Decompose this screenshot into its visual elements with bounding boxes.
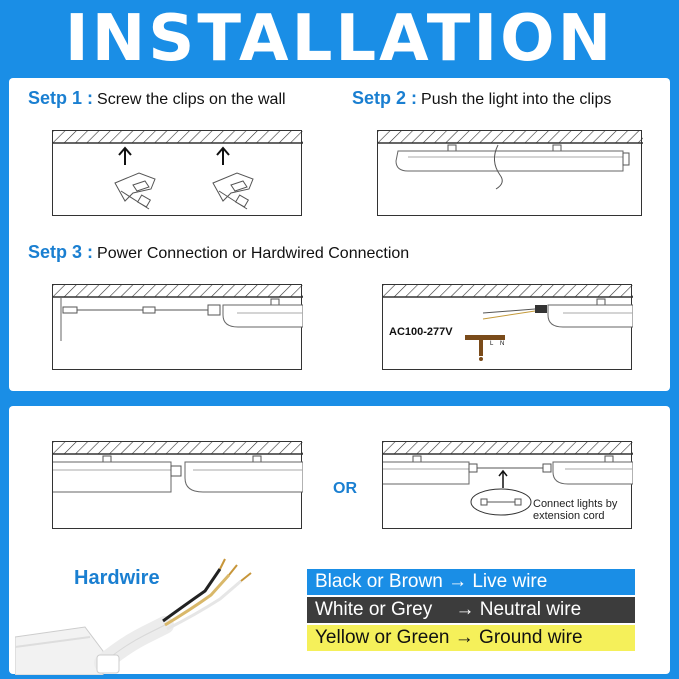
terminal-n: N (500, 341, 505, 347)
step-2-text: Push the light into the clips (421, 91, 612, 108)
clip-screw-icon (213, 173, 253, 209)
or-label: OR (333, 480, 357, 497)
extension-note-line1: Connect lights by (533, 498, 618, 510)
hardwire-label: Hardwire (74, 567, 160, 589)
light-in-clips-diagram (377, 130, 642, 216)
linker-icon (171, 466, 181, 476)
legend-live-color: Black or Brown (315, 571, 443, 592)
step-1-text: Screw the clips on the wall (97, 91, 286, 108)
connector-icon (208, 305, 220, 315)
extension-note-line2: extension cord (533, 510, 605, 522)
arrow-up-icon (119, 148, 131, 165)
hardwired-diagram (382, 284, 632, 370)
step-3-text: Power Connection or Hardwired Connection (97, 245, 410, 262)
step-3-label: Setp 3 : (28, 242, 94, 262)
step-2-label: Setp 2 : (352, 88, 418, 108)
arrow-right-icon: → (454, 627, 474, 648)
extension-note (533, 498, 617, 522)
switch-icon (143, 307, 155, 313)
arrow-right-icon: → (448, 571, 468, 592)
page-title: INSTALLATION (64, 2, 615, 76)
arrow-up-icon (217, 148, 229, 165)
arrow-right-icon: → (455, 599, 475, 620)
step-1 (28, 88, 286, 109)
step-1-label: Setp 1 : (28, 88, 94, 108)
plug-icon (63, 307, 77, 313)
hardwire-cable-illustration (15, 555, 255, 675)
voltage-label: AC100-277V (389, 326, 453, 338)
legend-neutral-meaning: Neutral wire (479, 599, 582, 620)
direct-link-diagram (52, 441, 302, 529)
clip-screw-icon (115, 173, 155, 209)
power-plug-diagram (52, 284, 302, 370)
legend-ground-color: Yellow or Green (315, 627, 450, 648)
legend-live-meaning: Live wire (472, 571, 548, 592)
step-2 (352, 88, 611, 109)
extension-link-diagram (382, 441, 632, 529)
legend-ground-meaning: Ground wire (479, 627, 583, 648)
legend-live-wire (307, 569, 635, 595)
step-3 (28, 242, 409, 263)
legend-ground-wire (307, 625, 635, 651)
terminal-l: L (490, 341, 494, 347)
legend-neutral-wire (307, 597, 635, 623)
clip-mount-diagram (52, 130, 302, 216)
legend-neutral-color: White or Grey (315, 599, 433, 620)
